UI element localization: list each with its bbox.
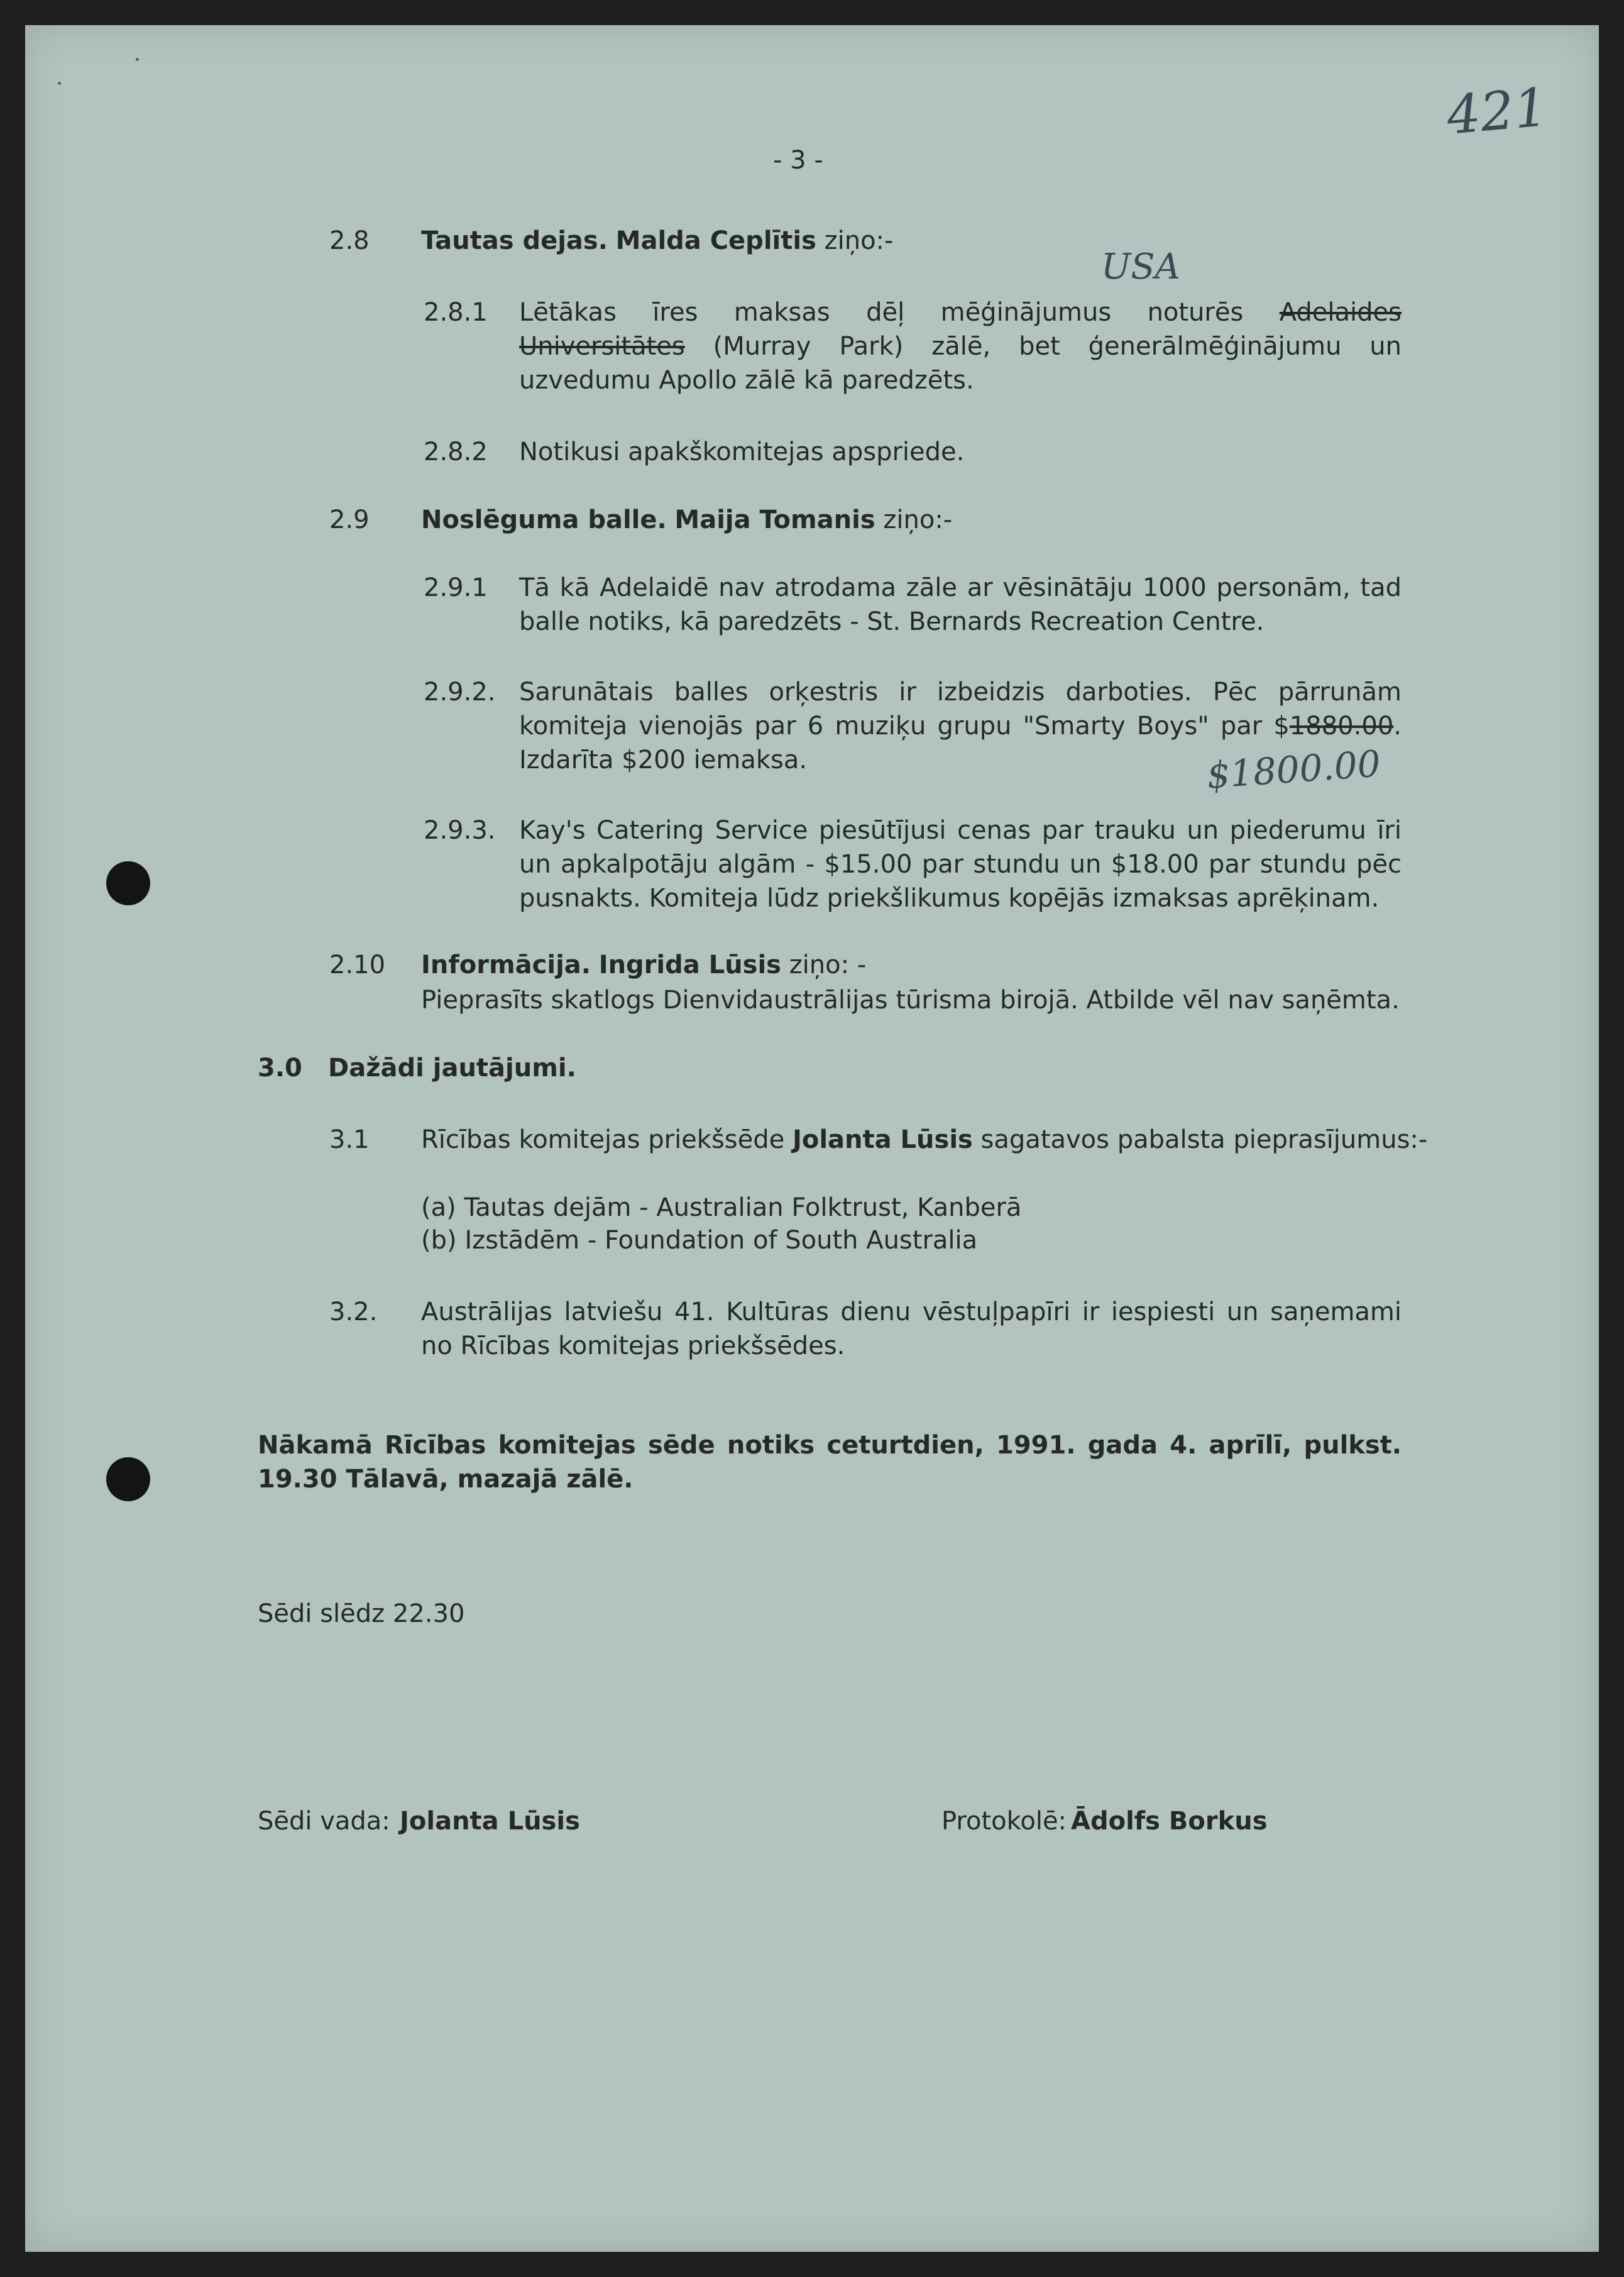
subsection-number: 2.8.1 [424,298,488,327]
section-heading [421,948,866,982]
reporter-name: Ingrida Lūsis [598,951,781,979]
reporter-name: Malda Ceplītis [615,226,816,255]
subsection-text: Lētākas īres maksas dēļ mēģinājumus noturēs Adelaides Universitātes (Murray Park) zālē, bet ģenerālmēģinājumu un uzvedumu Apollo zālē kā paredzēts. [519,298,1402,395]
section-text: Austrālijas latviešu 41. Kultūras dienu vēstuļpapīri ir iespiesti un saņemami no Rīcības komitejas priekšsēdes. [421,1298,1402,1360]
chair-name: Jolanta Lūsis [792,1125,973,1154]
section-number: 2.8 [329,226,370,255]
closing-time: Sēdi slēdz 22.30 [258,1599,465,1628]
archive-number: 421 [1444,76,1550,146]
section-title: Tautas dejas. [421,226,608,255]
subsection-number: 2.9.1 [424,573,488,602]
recorder-label: Protokolē: [941,1807,1067,1836]
paper-speck [58,82,61,85]
subsection-text: Tā kā Adelaidē nav atrodama zāle ar vēsinātāju 1000 personām, tad balle notiks, kā paredzēts - St. Bernards Recreation Centre. [519,573,1402,636]
list-item: (b) Izstādēm - Foundation of South Australia [421,1226,978,1255]
section-number: 2.10 [329,951,386,979]
report-verb: ziņo: - [789,951,867,979]
subsection-text: Notikusi apakškomitejas apspriede. [519,438,965,466]
section-title: Informācija. [421,951,591,979]
section-heading [421,224,893,258]
recorder-name: Ādolfs Borkus [1071,1807,1268,1836]
next-meeting-notice: Nākamā Rīcības komitejas sēde notiks ceturtdien, 1991. gada 4. aprīlī, pulkst. 19.30 Tālavā, mazajā zālē. [258,1431,1402,1494]
section-text: Pieprasīts skatlogs Dienvidaustrālijas tūrisma birojā. Atbilde vēl nav saņēmta. [421,986,1400,1015]
binder-hole [106,1457,150,1501]
chair-label: Sēdi vada: [258,1807,390,1836]
struck-text: Adelaides Universitātes [519,298,1402,361]
section-number: 3.0 [258,1054,302,1083]
section-number: 3.2. [329,1298,378,1326]
paper-speck [136,58,139,61]
page-number: - 3 - [773,146,823,175]
list-item: (a) Tautas dejām - Australian Folktrust, Kanberā [421,1193,1022,1222]
reporter-name: Maija Tomanis [674,505,875,534]
subsection-text: Sarunātais balles orķestris ir izbeidzis darboties. Pēc pārrunām komiteja vienojās par 6 muziķu grupu "Smarty Boys" par $1880.00. Izdarīta $200 iemaksa. [519,678,1402,775]
handwritten-correction: USA [1101,246,1180,287]
section-title: Dažādi jautājumi. [328,1054,576,1083]
binder-hole [106,861,150,905]
subsection-number: 2.8.2 [424,438,488,466]
section-number: 2.9 [329,505,370,534]
section-heading [421,503,952,537]
struck-text: 1880.00 [1289,712,1394,741]
section-number: 3.1 [329,1125,370,1154]
subsection-number: 2.9.3. [424,816,496,845]
document-page [25,25,1599,2252]
section-text: Rīcības komitejas priekšsēde Jolanta Lūsis sagatavos pabalsta pieprasījumus:- [421,1125,1428,1154]
subsection-number: 2.9.2. [424,678,496,707]
section-title: Noslēguma balle. [421,505,667,534]
report-verb: ziņo:- [883,505,953,534]
chair-name: Jolanta Lūsis [400,1807,580,1836]
handwritten-correction: $1800.00 [1205,742,1382,797]
subsection-text: Kay's Catering Service piesūtījusi cenas par trauku un piederumu īri un apkalpotāju algām - $15.00 par stundu un $18.00 par stundu pēc pusnakts. Komiteja lūdz priekšlikumus kopējās izmaksas aprēķinam. [519,816,1402,913]
report-verb: ziņo:- [824,226,894,255]
